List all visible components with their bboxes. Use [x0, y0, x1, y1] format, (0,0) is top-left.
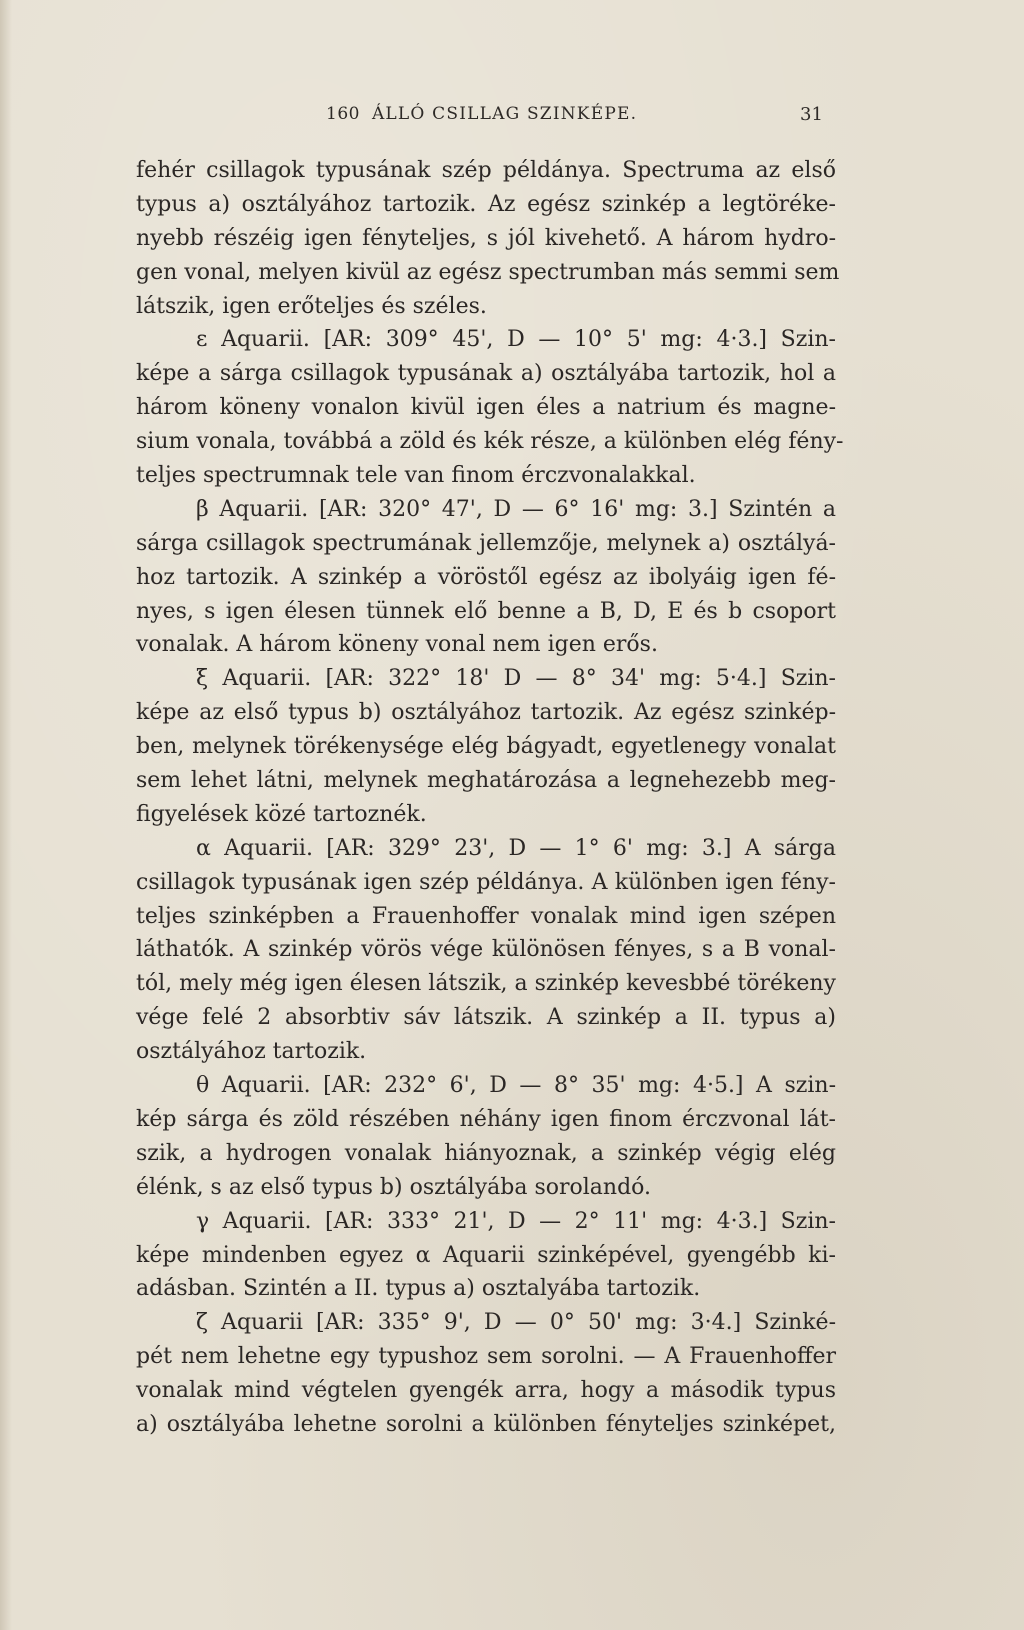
text-line: ξ Aquarii. [AR: 322° 18' D — 8° 34' mg: 5·4.] Szin-	[196, 666, 836, 692]
page-number: 31	[800, 104, 823, 125]
text-line: β Aquarii. [AR: 320° 47', D — 6° 16' mg: 3.] Szintén a	[196, 496, 836, 522]
text-line: teljes szinképben a Frauenhoffer vonalak mind igen szépen	[136, 903, 836, 929]
text-line: ζ Aquarii [AR: 335° 9', D — 0° 50' mg: 3·4.] Szinké-	[196, 1310, 836, 1336]
text-line: ben, melynek törékenysége elég bágyadt, egyetlenegy vonalat	[136, 734, 836, 760]
text-line: képe a sárga csillagok typusának a) osztályába tartozik, hol a	[136, 361, 836, 387]
text-line: képe mindenben egyez α Aquarii szinképével, gyengébb ki-	[136, 1242, 836, 1268]
body-text	[136, 154, 844, 1442]
text-line: typus a) osztályához tartozik. Az egész szinkép a legtöréke-	[136, 191, 836, 217]
text-line: α Aquarii. [AR: 329° 23', D — 1° 6' mg: 3.] A sárga	[196, 835, 836, 861]
text-line: gen vonal, melyen kivül az egész spectrumban más semmi sem	[136, 259, 840, 285]
text-line: pét nem lehetne egy typushoz sem sorolni. — A Frauenhoffer	[136, 1344, 836, 1370]
text-line: θ Aquarii. [AR: 232° 6', D — 8° 35' mg: 4·5.] A szin-	[196, 1073, 836, 1099]
text-line: sium vonala, továbbá a zöld és kék része, a különben elég fény-	[136, 429, 844, 455]
text-line: sárga csillagok spectrumának jellemzője, melynek a) osztályá-	[136, 530, 836, 556]
text-line: nyebb részéig igen fényteljes, s jól kivehető. A három hydro-	[136, 225, 836, 251]
text-line: hoz tartozik. A szinkép a vöröstől egész az ibolyáig igen fé-	[136, 564, 836, 590]
text-line: figyelések közé tartoznék.	[136, 801, 427, 827]
text-line: sem lehet látni, melynek meghatározása a legnehezebb meg-	[136, 768, 836, 794]
text-line: tól, mely még igen élesen látszik, a szinkép kevesbbé törékeny	[136, 971, 836, 997]
running-title: ÁLLÓ CSILLAG SZINKÉPE.	[371, 104, 638, 124]
text-line: három köneny vonalon kivül igen éles a natrium és magne-	[136, 395, 836, 421]
text-line: fehér csillagok typusának szép példánya. Spectruma az első	[136, 158, 836, 183]
text-line: nyes, s igen élesen tünnek elő benne a B, D, E és b csoport	[136, 598, 836, 624]
running-head	[326, 104, 637, 124]
text-line: láthatók. A szinkép vörös vége különösen fényes, s a B vonal-	[136, 937, 836, 963]
text-line: osztályához tartozik.	[136, 1039, 367, 1065]
page-edge-shadow	[0, 0, 12, 1630]
text-line: csillagok typusának igen szép példánya. A különben igen fény-	[136, 869, 836, 895]
section-number: 160	[326, 104, 360, 124]
text-line: látszik, igen erőteljes és széles.	[136, 293, 487, 319]
text-line: vége felé 2 absorbtiv sáv látszik. A szinkép a II. typus a)	[136, 1005, 836, 1031]
text-line: szik, a hydrogen vonalak hiányoznak, a szinkép végig elég	[136, 1140, 836, 1166]
text-line: élénk, s az első typus b) osztályába sorolandó.	[136, 1174, 652, 1200]
text-line: teljes spectrumnak tele van finom érczvonalakkal.	[136, 463, 696, 489]
text-line: képe az első typus b) osztályához tartozik. Az egész szinkép-	[136, 700, 836, 726]
text-line: a) osztályába lehetne sorolni a különben fényteljes szinképet,	[136, 1411, 836, 1437]
text-line: adásban. Szintén a II. typus a) osztalyába tartozik.	[136, 1276, 701, 1302]
text-line: γ Aquarii. [AR: 333° 21', D — 2° 11' mg: 4·3.] Szin-	[196, 1208, 836, 1234]
text-line: ε Aquarii. [AR: 309° 45', D — 10° 5' mg: 4·3.] Szin-	[196, 327, 836, 353]
text-line: vonalak mind végtelen gyengék arra, hogy a második typus	[136, 1378, 836, 1404]
text-line: vonalak. A három köneny vonal nem igen erős.	[136, 632, 658, 658]
text-line: kép sárga és zöld részében néhány igen finom érczvonal lát-	[136, 1106, 836, 1132]
